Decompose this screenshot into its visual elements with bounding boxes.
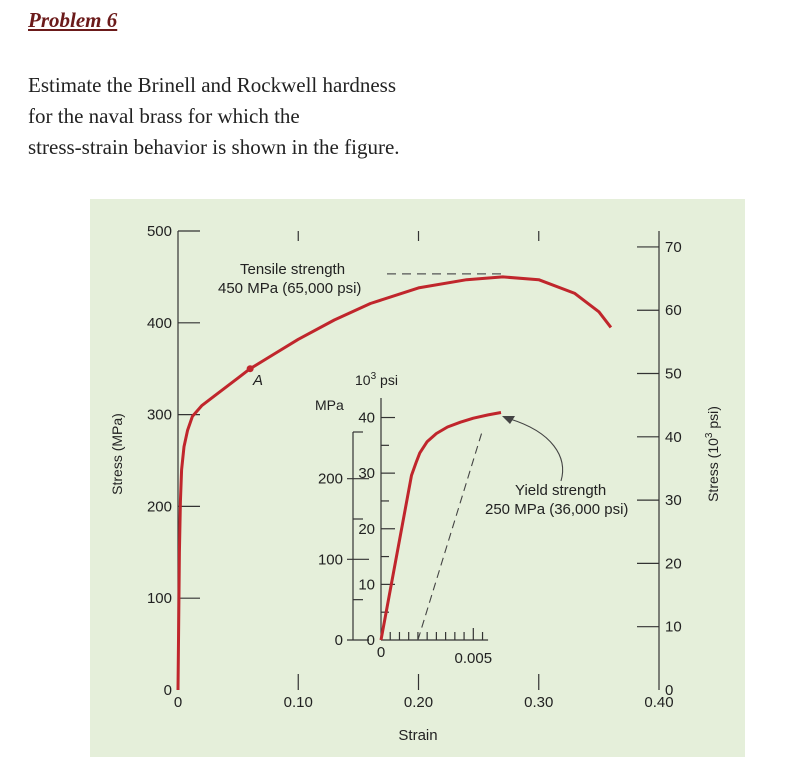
inset-mpa-tick-label: 100 [317,551,343,569]
yield-strength-value: 250 MPa (36,000 psi) [485,501,629,518]
y-tick-label-right: 70 [665,238,682,256]
y-axis-label-right: Stress ($10^3$ psi) [704,406,721,502]
stress-strain-chart [90,199,745,757]
x-tick-label: 0.10 [283,694,313,711]
y-tick-label-right: 50 [665,365,682,383]
tensile-strength-label: Tensile strength [240,261,346,278]
y-tick-label-right: 40 [665,428,682,446]
inset-mpa-tick-label: 200 [317,470,343,488]
problem-title: Problem 6 [28,8,118,32]
problem-line: stress-strain behavior is shown in the figure. [28,135,400,159]
inset-stress-strain-curve [381,413,501,641]
y-tick-label-right: 60 [665,302,682,320]
inset-axes [318,398,563,667]
x-tick-label: 0.20 [403,694,434,711]
x-axis-label: Strain [398,727,438,744]
x-tick-label: 0.40 [644,694,674,711]
stress-strain-figure [90,199,745,757]
y-tick-label: 0 [163,682,172,699]
inset-x-tick-label: 0.005 [454,650,493,667]
inset-mpa-label: MPa [315,397,344,413]
tensile-strength-value: 450 MPa (65,000 psi) [218,280,362,297]
y-axis-label-left: Stress (MPa) [109,413,125,495]
x-tick-label: 0.30 [524,694,554,711]
inset-x-tick-label: 0 [376,644,386,661]
x-tick-label: 0 [173,694,183,711]
inset-psi-tick-label: 20 [358,520,375,538]
problem-statement [28,70,548,163]
inset-psi-label: $10^3$ psi [355,371,398,388]
y-tick-label: 200 [146,498,172,516]
problem-line: for the naval brass for which the [28,104,300,128]
y-tick-label-right: 20 [665,555,682,573]
y-tick-label: 400 [146,314,172,332]
inset-psi-tick-label: 40 [358,409,375,427]
y-tick-label: 500 [146,223,172,240]
yield-strength-label: Yield strength [515,482,607,499]
inset-psi-tick-label: 0 [366,632,375,649]
inset-mpa-tick-label: 0 [334,632,343,649]
problem-line: Estimate the Brinell and Rockwell hardness [28,73,396,97]
point-a-label: A [253,372,264,389]
y-tick-label: 300 [146,406,172,424]
y-tick-label: 100 [146,590,172,608]
yield-leader-line [510,419,563,481]
inset-psi-tick-label: 10 [358,576,375,594]
y-tick-label-right: 30 [665,492,682,510]
y-tick-label-right: 10 [665,618,682,636]
inset-psi-tick-label: 30 [358,465,375,483]
y-tick-label-right: 0 [665,682,674,699]
offset-dashed-line [418,430,483,640]
